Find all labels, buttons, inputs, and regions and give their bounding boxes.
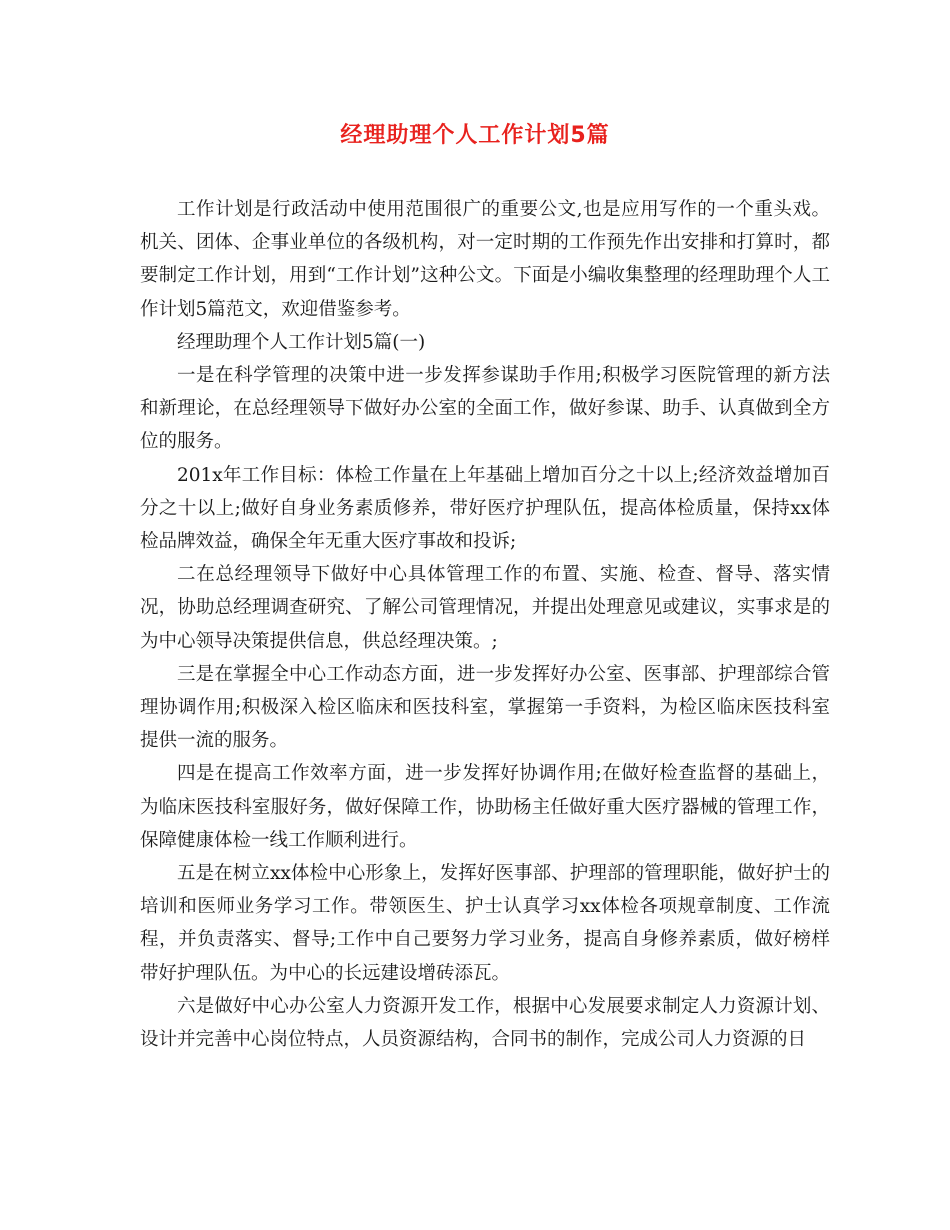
intro-paragraph: 工作计划是行政活动中使用范围很广的重要公文,也是应用写作的一个重头戏。机关、团体、企事业单位的各级机构，对一定时期的工作预先作出安排和打算时，都要制定工作计划，用到“工作计划”这种公文。下面是小编收集整理的经理助理个人工作计划5篇范文，欢迎借鉴参考。 [140,199,830,320]
document-body [140,193,830,1056]
section-heading: 经理助理个人工作计划5篇(一) [177,331,426,353]
body-paragraph: 一是在科学管理的决策中进一步发挥参谋助手作用;积极学习医院管理的新方法和新理论，在总经理领导下做好办公室的全面工作，做好参谋、助手、认真做到全方位的服务。 [140,365,830,453]
body-paragraph: 二在总经理领导下做好中心具体管理工作的布置、实施、检查、督导、落实情况，协助总经理调查研究、了解公司管理情况，并提出处理意见或建议，实事求是的为中心领导决策提供信息，供总经理决策。; [140,564,830,652]
body-paragraph: 六是做好中心办公室人力资源开发工作，根据中心发展要求制定人力资源计划、设计并完善中心岗位特点，人员资源结构，合同书的制作，完成公司人力资源的日 [140,995,830,1051]
body-paragraph: 201x年工作目标：体检工作量在上年基础上增加百分之十以上;经济效益增加百分之十以上;做好自身业务素质修养，带好医疗护理队伍，提高体检质量，保持xx体检品牌效益，确保全年无重大医疗事故和投诉; [140,464,830,553]
body-paragraph: 四是在提高工作效率方面，进一步发挥好协调作用;在做好检查监督的基础上，为临床医技科室服好务，做好保障工作，协助杨主任做好重大医疗器械的管理工作，保障健康体检一线工作顺利进行。 [140,763,830,851]
body-paragraph: 三是在掌握全中心工作动态方面，进一步发挥好办公室、医事部、护理部综合管理协调作用;积极深入检区临床和医技科室，掌握第一手资料，为检区临床医技科室提供一流的服务。 [140,663,830,752]
body-paragraph: 五是在树立xx体检中心形象上，发挥好医事部、护理部的管理职能，做好护士的培训和医师业务学习工作。带领医生、护士认真学习xx体检各项规章制度、工作流程，并负责落实、督导;工作中自己要努力学习业务，提高自身修养素质，做好榜样带好护理队伍。为中心的长远建设增砖添瓦。 [140,863,830,984]
document-title: 经理助理个人工作计划5篇 [340,123,610,148]
